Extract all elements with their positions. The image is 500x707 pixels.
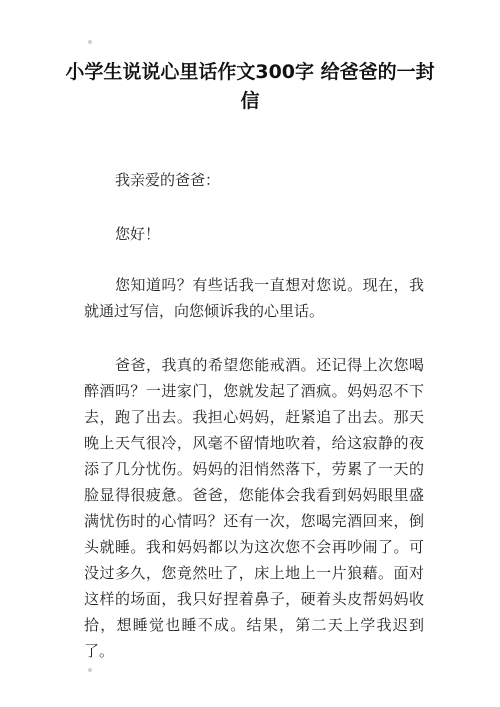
letter-paragraph-2: 爸爸，我真的希望您能戒酒。还记得上次您喝醉酒吗？一进家门，您就发起了酒疯。妈妈忍不下去，跑了出去。我担心妈妈，赶紧追了出去。那天晚上天气很冷，风毫不留情地吹着，给这寂静的夜添了几分忧伤。妈妈的泪悄然落下，劳累了一天的脸显得很疲惫。爸爸，您能体会我看到妈妈眼里盛满忧伤时的心情吗？还有一次，您喝完酒回来，倒头就睡。我和妈妈都以为这次您不会再吵闹了。可没过多久，您竟然吐了，床上地上一片狼藉。面对这样的场面，我只好捏着鼻子，硬着头皮帮妈妈收拾，想睡觉也睡不成。结果，第二天上学我迟到了。 [84,356,424,660]
letter-paragraph-1: 您知道吗？有些话我一直想对您说。现在，我就通过写信，向您倾诉我的心里话。 [84,276,424,320]
letter-salutation: 您好！ [115,225,161,243]
page-corner-mark [88,668,92,672]
document-title: 小学生说说心里话作文300字 给爸爸的一封信 [65,61,435,112]
letter-greeting: 我亲爱的爸爸： [115,171,221,189]
page-corner-mark [88,40,92,44]
